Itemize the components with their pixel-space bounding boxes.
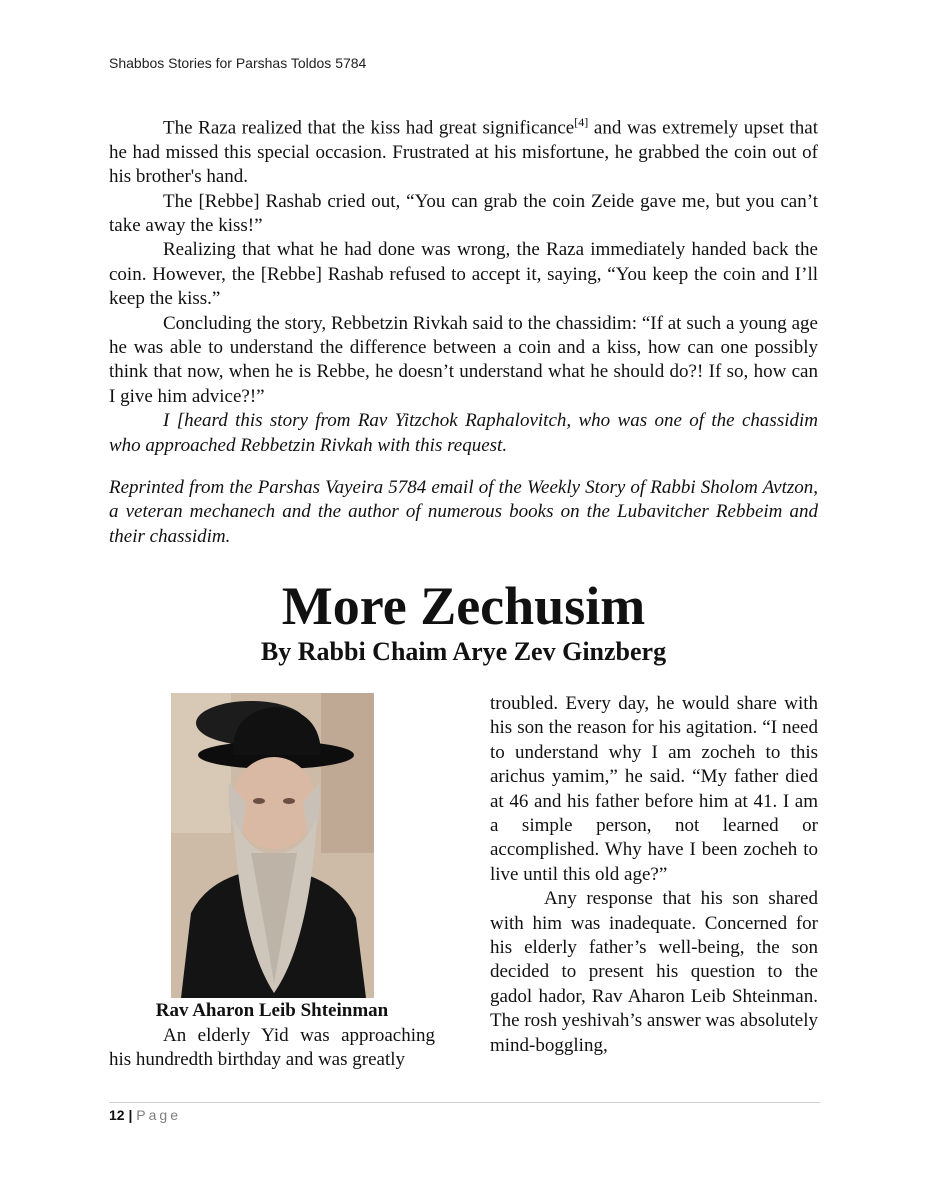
footer-separator: | [128, 1107, 133, 1123]
article-title: More Zechusim [281, 576, 646, 636]
story-paragraph: The [Rebbe] Rashab cried out, “You can grab the coin Zeide gave me, but you can’t take away the kiss!” [109, 190, 818, 236]
story-paragraph: Concluding the story, Rebbetzin Rivkah said to the chassidim: “If at such a young age he was able to understand the difference between a coin and a kiss, how can one possibly think that now, when he is Rebbe, he doesn’t understand what he should do?! If so, how can I give him advice?!” [109, 312, 818, 407]
article-left-column [109, 1024, 435, 1073]
article-paragraph: Any response that his son shared with him was inadequate. Concerned for his elderly father’s well-being, the son decided to present his question to the gadol hador, Rav Aharon Leib Shteinman. The rosh yeshivah’s answer was absolutely mind-boggling, [490, 888, 818, 1056]
article-paragraph: troubled. Every day, he would share with his son the reason for his agitation. “I need to understand why I am zocheh to this arichus yamim,” he said. “My father died at 46 and his father before him at 41. I am a simple person, not learned or accomplished. Why have I been zocheh to live until this old age?” [490, 693, 818, 885]
photo-caption: Rav Aharon Leib Shteinman [155, 1000, 389, 1021]
footnote-marker[interactable]: [4] [574, 115, 589, 129]
story-source-note: I [heard this story from Rav Yitzchok Raphalovitch, who was one of the chassidim who approached Rebbetzin Rivkah with this request. [109, 410, 818, 456]
article-byline: By Rabbi Chaim Arye Zev Ginzberg [260, 637, 667, 666]
story-paragraph: The Raza realized that the kiss had great significance[4] and was extremely upset that he had missed this special occasion. Frustrated at his misfortune, he grabbed the coin out of his brother's hand. [109, 115, 819, 188]
reprint-credit: Reprinted from the Parshas Vayeira 5784 email of the Weekly Story of Rabbi Sholom Avtzon, a veteran mechanech and the author of numerous books on the Lubavitcher Rebbeim and their chassidim. [109, 477, 818, 547]
article-right-column [490, 692, 818, 1058]
story-paragraph: Realizing that what he had done was wrong, the Raza immediately handed back the coin. However, the [Rebbe] Rashab refused to accept it, saying, “You keep the coin and I’ll keep the kiss.” [109, 239, 818, 310]
page-label: Page [136, 1107, 181, 1123]
footer-divider [109, 1102, 820, 1103]
portrait-illustration [171, 693, 374, 998]
portrait-photo [171, 693, 374, 998]
running-header: Shabbos Stories for Parshas Toldos 5784 [109, 55, 367, 71]
story-continuation [109, 110, 818, 458]
article-paragraph: An elderly Yid was approaching his hundredth birthday and was greatly [109, 1025, 435, 1071]
page-number: 12 [109, 1107, 125, 1123]
page-footer [109, 1107, 181, 1123]
